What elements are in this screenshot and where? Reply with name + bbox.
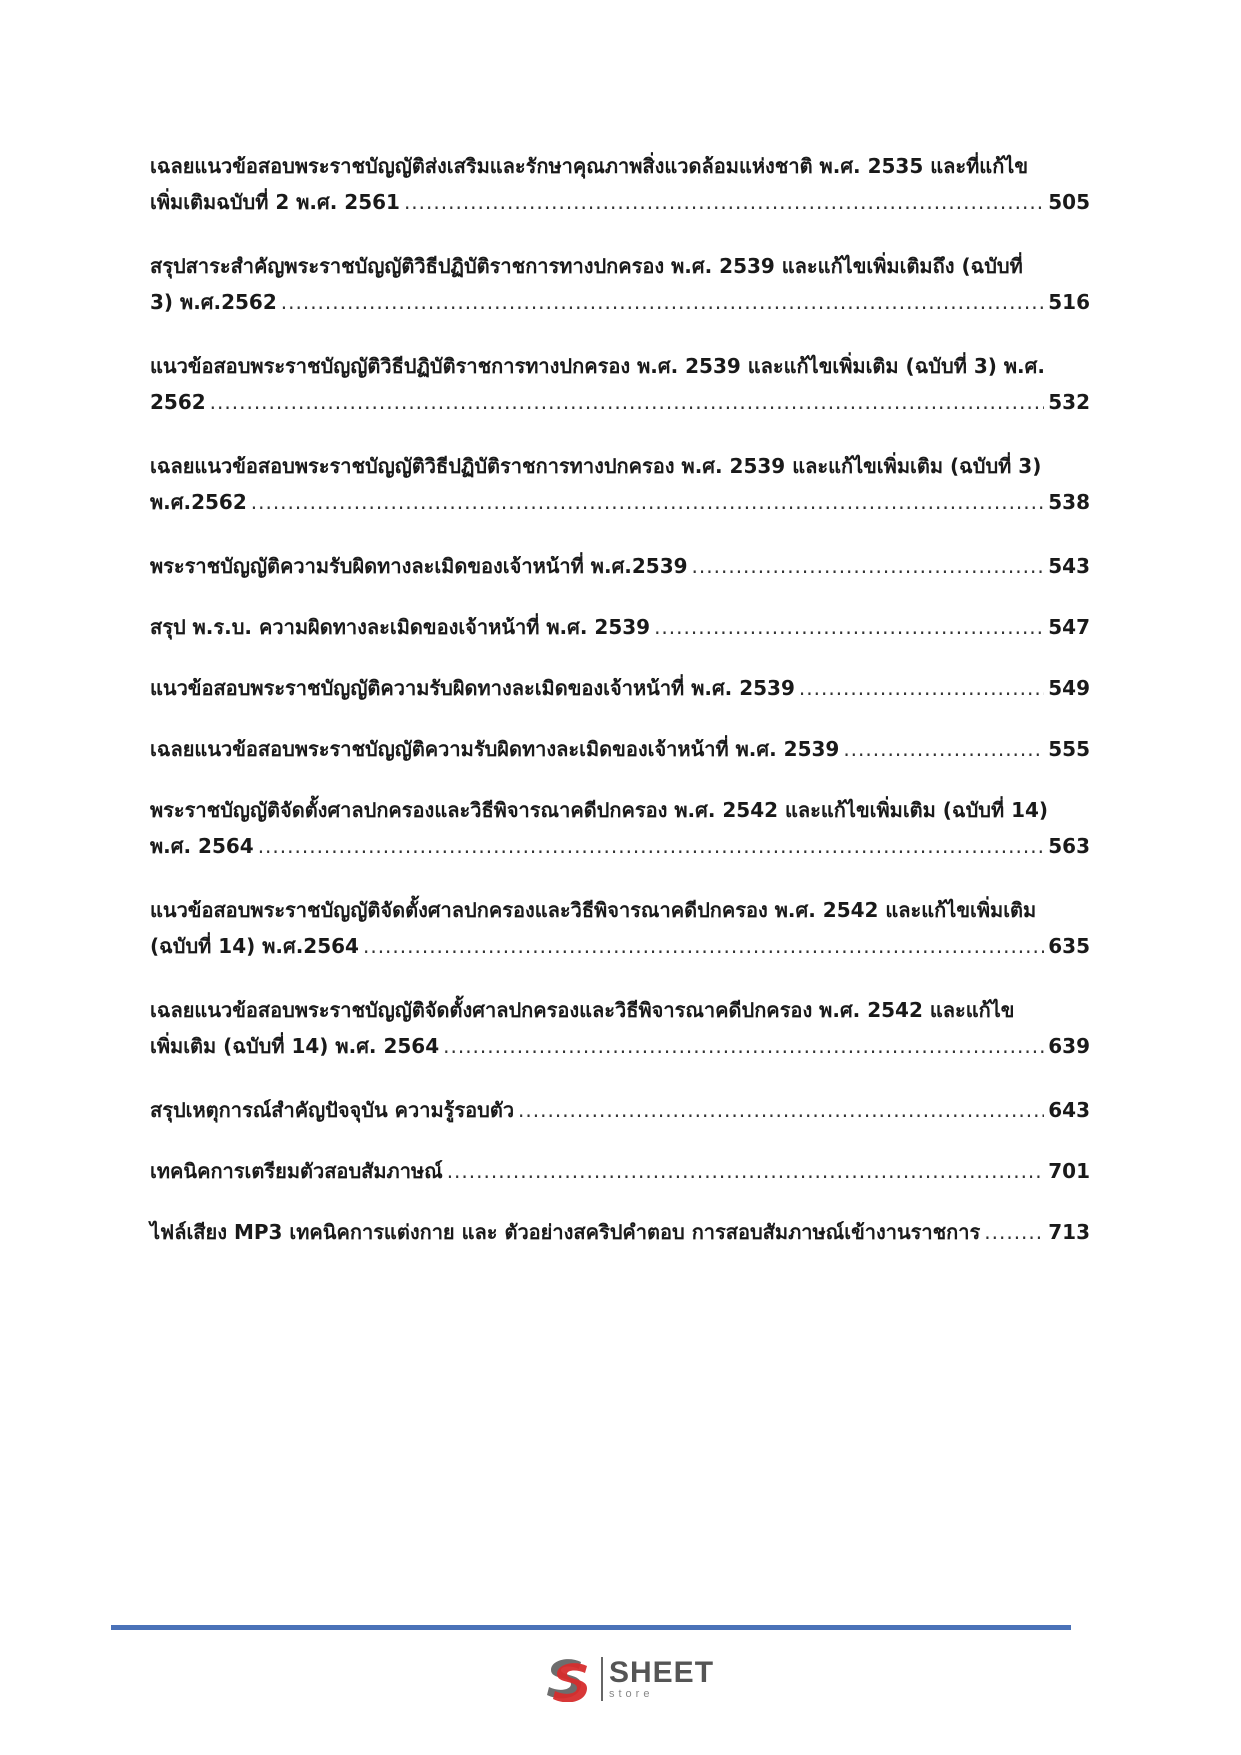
toc-entry[interactable] <box>150 992 1090 1064</box>
dot-leader <box>692 548 1045 584</box>
toc-entry-leader-line <box>150 1214 1090 1250</box>
table-of-contents <box>150 148 1090 1275</box>
toc-entry-leader-line <box>150 484 1090 520</box>
dot-leader <box>799 670 1044 706</box>
toc-entry-leader-line <box>150 928 1090 964</box>
toc-entry-title: 3) พ.ศ.2562 <box>150 290 277 314</box>
toc-entry-page-number: 713 <box>1048 1220 1090 1244</box>
toc-entry-title: แนวข้อสอบพระราชบัญญัติความรับผิดทางละเมิดของเจ้าหน้าที่ พ.ศ. 2539 <box>150 676 795 700</box>
toc-entry-page-number: 643 <box>1048 1098 1090 1122</box>
toc-entry-title: เพิ่มเติม (ฉบับที่ 14) พ.ศ. 2564 <box>150 1034 440 1058</box>
toc-entry-title: เพิ่มเติมฉบับที่ 2 พ.ศ. 2561 <box>150 190 400 214</box>
dot-leader <box>443 1028 1044 1064</box>
logo-separator <box>601 1657 603 1701</box>
toc-entry-leader-line <box>150 1028 1090 1064</box>
toc-entry-leader-line <box>150 670 1090 706</box>
toc-entry-page-number: 701 <box>1048 1159 1090 1183</box>
toc-entry-page-number: 532 <box>1048 390 1090 414</box>
toc-entry-leader-line <box>150 828 1090 864</box>
toc-entry[interactable] <box>150 548 1090 584</box>
toc-entry-page-number: 543 <box>1048 554 1090 578</box>
toc-entry-title: พระราชบัญญัติความรับผิดทางละเมิดของเจ้าหน้าที่ พ.ศ.2539 <box>150 554 688 578</box>
toc-entry-page-number: 505 <box>1048 190 1090 214</box>
toc-entry[interactable] <box>150 1153 1090 1189</box>
toc-entry-title-line1: แนวข้อสอบพระราชบัญญัติจัดตั้งศาลปกครองและวิธีพิจารณาคดีปกครอง พ.ศ. 2542 และแก้ไขเพิ่มเติม <box>150 898 1037 922</box>
toc-entry-leader-line <box>150 1092 1090 1128</box>
dot-leader <box>363 928 1044 964</box>
sheet-store-logo-icon <box>541 1656 595 1702</box>
logo-word: SHEET <box>609 1656 715 1689</box>
toc-entry-title: (ฉบับที่ 14) พ.ศ.2564 <box>150 934 359 958</box>
toc-entry[interactable] <box>150 248 1090 320</box>
toc-entry-title: เทคนิคการเตรียมตัวสอบสัมภาษณ์ <box>150 1159 443 1183</box>
toc-entry-title-line1: เฉลยแนวข้อสอบพระราชบัญญัติวิธีปฏิบัติราชการทางปกครอง พ.ศ. 2539 และแก้ไขเพิ่มเติม (ฉบับที่ 3) <box>150 454 1042 478</box>
toc-entry-page-number: 516 <box>1048 290 1090 314</box>
toc-entry[interactable] <box>150 448 1090 520</box>
toc-entry-leader-line <box>150 184 1090 220</box>
toc-entry-title: สรุปเหตุการณ์สำคัญปัจจุบัน ความรู้รอบตัว <box>150 1098 515 1122</box>
dot-leader <box>258 828 1045 864</box>
toc-entry[interactable] <box>150 1214 1090 1250</box>
logo-subtitle: store <box>609 1688 654 1700</box>
dot-leader <box>210 384 1045 420</box>
dot-leader <box>281 284 1044 320</box>
toc-entry-page-number: 563 <box>1048 834 1090 858</box>
toc-entry-title: เฉลยแนวข้อสอบพระราชบัญญัติความรับผิดทางละเมิดของเจ้าหน้าที่ พ.ศ. 2539 <box>150 737 840 761</box>
logo-text <box>609 1658 714 1700</box>
toc-entry-title: 2562 <box>150 390 206 414</box>
dot-leader <box>251 484 1045 520</box>
toc-entry-leader-line <box>150 384 1090 420</box>
toc-entry-page-number: 549 <box>1048 676 1090 700</box>
toc-entry-title-line1: เฉลยแนวข้อสอบพระราชบัญญัติจัดตั้งศาลปกครองและวิธีพิจารณาคดีปกครอง พ.ศ. 2542 และแก้ไข <box>150 998 1015 1022</box>
toc-entry[interactable] <box>150 609 1090 645</box>
toc-entry-page-number: 635 <box>1048 934 1090 958</box>
toc-entry-page-number: 547 <box>1048 615 1090 639</box>
toc-entry[interactable] <box>150 348 1090 420</box>
toc-entry-page-number: 555 <box>1048 737 1090 761</box>
toc-entry-leader-line <box>150 731 1090 767</box>
toc-entry-title-line1: แนวข้อสอบพระราชบัญญัติวิธีปฏิบัติราชการทางปกครอง พ.ศ. 2539 และแก้ไขเพิ่มเติม (ฉบับที่ 3) พ.ศ. <box>150 354 1045 378</box>
toc-entry-leader-line <box>150 284 1090 320</box>
toc-entry-page-number: 538 <box>1048 490 1090 514</box>
dot-leader <box>518 1092 1044 1128</box>
toc-entry-title-line1: สรุปสาระสำคัญพระราชบัญญัติวิธีปฏิบัติราชการทางปกครอง พ.ศ. 2539 และแก้ไขเพิ่มเติมถึง (ฉบับที่ <box>150 254 1023 278</box>
toc-entry-page-number: 639 <box>1048 1034 1090 1058</box>
toc-entry[interactable] <box>150 670 1090 706</box>
toc-entry-title: พ.ศ. 2564 <box>150 834 254 858</box>
toc-entry[interactable] <box>150 1092 1090 1128</box>
toc-entry[interactable] <box>150 892 1090 964</box>
toc-entry-title-line1: เฉลยแนวข้อสอบพระราชบัญญัติส่งเสริมและรักษาคุณภาพสิ่งแวดล้อมแห่งชาติ พ.ศ. 2535 และที่แก้ไข <box>150 154 1029 178</box>
footer-rule <box>111 1625 1071 1630</box>
sheet-store-logo <box>541 1654 714 1704</box>
dot-leader <box>843 731 1044 767</box>
dot-leader <box>654 609 1044 645</box>
dot-leader <box>447 1153 1045 1189</box>
dot-leader <box>404 184 1044 220</box>
toc-entry-title-line1: พระราชบัญญัติจัดตั้งศาลปกครองและวิธีพิจารณาคดีปกครอง พ.ศ. 2542 และแก้ไขเพิ่มเติม (ฉบับที่ 14) <box>150 798 1049 822</box>
toc-entry-leader-line <box>150 609 1090 645</box>
toc-entry-title: สรุป พ.ร.บ. ความผิดทางละเมิดของเจ้าหน้าที่ พ.ศ. 2539 <box>150 615 651 639</box>
toc-entry[interactable] <box>150 148 1090 220</box>
toc-entry-leader-line <box>150 1153 1090 1189</box>
toc-entry-title: ไฟล์เสียง MP3 เทคนิคการแต่งกาย และ ตัวอย่างสคริปคำตอบ การสอบสัมภาษณ์เข้างานราชการ <box>150 1220 981 1244</box>
toc-entry[interactable] <box>150 731 1090 767</box>
toc-entry-title: พ.ศ.2562 <box>150 490 247 514</box>
dot-leader <box>984 1214 1044 1250</box>
toc-entry[interactable] <box>150 792 1090 864</box>
toc-entry-leader-line <box>150 548 1090 584</box>
